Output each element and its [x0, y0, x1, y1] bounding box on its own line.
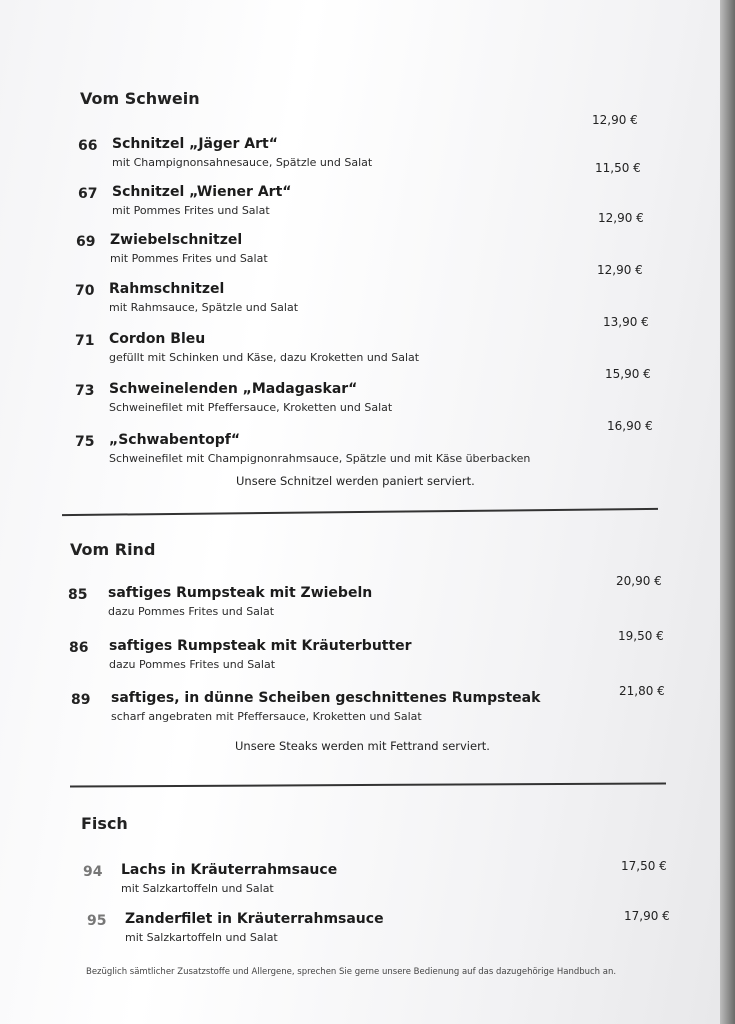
- item-number: 86: [69, 640, 89, 656]
- item-price: 12,90 €: [597, 263, 643, 277]
- section-divider: [70, 782, 666, 787]
- item-name: Schweinelenden „Madagaskar“: [109, 381, 358, 397]
- item-description: mit Pommes Frites und Salat: [112, 204, 270, 217]
- section-title-rind: Vom Rind: [70, 540, 156, 559]
- item-price: 11,50 €: [595, 161, 641, 175]
- item-number: 66: [78, 138, 98, 154]
- item-description: mit Champignonsahnesauce, Spätzle und Salat: [112, 156, 373, 169]
- item-price: 17,50 €: [621, 859, 667, 873]
- item-price: 12,90 €: [598, 211, 644, 225]
- item-description: dazu Pommes Frites und Salat: [108, 605, 275, 618]
- item-number: 75: [75, 434, 95, 450]
- item-number: 70: [75, 283, 95, 299]
- item-name: Lachs in Kräuterrahmsauce: [121, 862, 338, 878]
- item-description: gefüllt mit Schinken und Käse, dazu Kroketten und Salat: [109, 351, 420, 364]
- item-number: 95: [87, 913, 107, 929]
- item-number: 94: [83, 864, 103, 880]
- item-price: 16,90 €: [607, 419, 653, 433]
- item-name: saftiges Rumpsteak mit Kräuterbutter: [109, 638, 412, 654]
- item-name: Schnitzel „Wiener Art“: [112, 184, 292, 200]
- background-edge: [720, 0, 735, 1024]
- item-name: „Schwabentopf“: [109, 432, 241, 448]
- allergen-footer-note: Bezüglich sämtlicher Zusatzstoffe und Allergene, sprechen Sie gerne unsere Bedienung auf das dazugehörige Handbuch an.: [86, 967, 617, 977]
- item-description: mit Pommes Frites und Salat: [110, 252, 268, 265]
- item-name: saftiges, in dünne Scheiben geschnittenes Rumpsteak: [111, 690, 541, 706]
- item-name: Cordon Bleu: [109, 331, 206, 347]
- item-description: scharf angebraten mit Pfeffersauce, Kroketten und Salat: [111, 710, 422, 723]
- section-note-rind: Unsere Steaks werden mit Fettrand serviert.: [235, 739, 490, 753]
- item-number: 71: [75, 333, 95, 349]
- item-name: Schnitzel „Jäger Art“: [112, 136, 278, 152]
- item-description: Schweinefilet mit Pfeffersauce, Kroketten und Salat: [109, 401, 393, 414]
- item-description: mit Salzkartoffeln und Salat: [125, 931, 278, 944]
- item-name: Rahmschnitzel: [109, 281, 225, 297]
- item-price: 12,90 €: [592, 113, 638, 127]
- item-name: Zwiebelschnitzel: [110, 232, 243, 248]
- section-note-schwein: Unsere Schnitzel werden paniert serviert.: [236, 474, 475, 488]
- item-description: mit Rahmsauce, Spätzle und Salat: [109, 301, 299, 314]
- item-price: 19,50 €: [618, 629, 664, 643]
- item-price: 13,90 €: [603, 315, 649, 329]
- item-number: 89: [71, 692, 91, 708]
- section-divider: [62, 508, 658, 516]
- item-name: Zanderfilet in Kräuterrahmsauce: [125, 911, 384, 927]
- item-number: 67: [78, 186, 98, 202]
- item-price: 20,90 €: [616, 574, 662, 588]
- section-title-schwein: Vom Schwein: [80, 89, 200, 108]
- item-description: dazu Pommes Frites und Salat: [109, 658, 276, 671]
- section-title-fisch: Fisch: [81, 814, 128, 833]
- item-number: 73: [75, 383, 95, 399]
- item-number: 69: [76, 234, 96, 250]
- item-price: 15,90 €: [605, 367, 651, 381]
- item-number: 85: [68, 587, 88, 603]
- item-name: saftiges Rumpsteak mit Zwiebeln: [108, 585, 373, 601]
- item-price: 17,90 €: [624, 909, 670, 923]
- item-description: mit Salzkartoffeln und Salat: [121, 882, 274, 895]
- item-price: 21,80 €: [619, 684, 665, 698]
- item-description: Schweinefilet mit Champignonrahmsauce, Spätzle und mit Käse überbacken: [109, 452, 531, 465]
